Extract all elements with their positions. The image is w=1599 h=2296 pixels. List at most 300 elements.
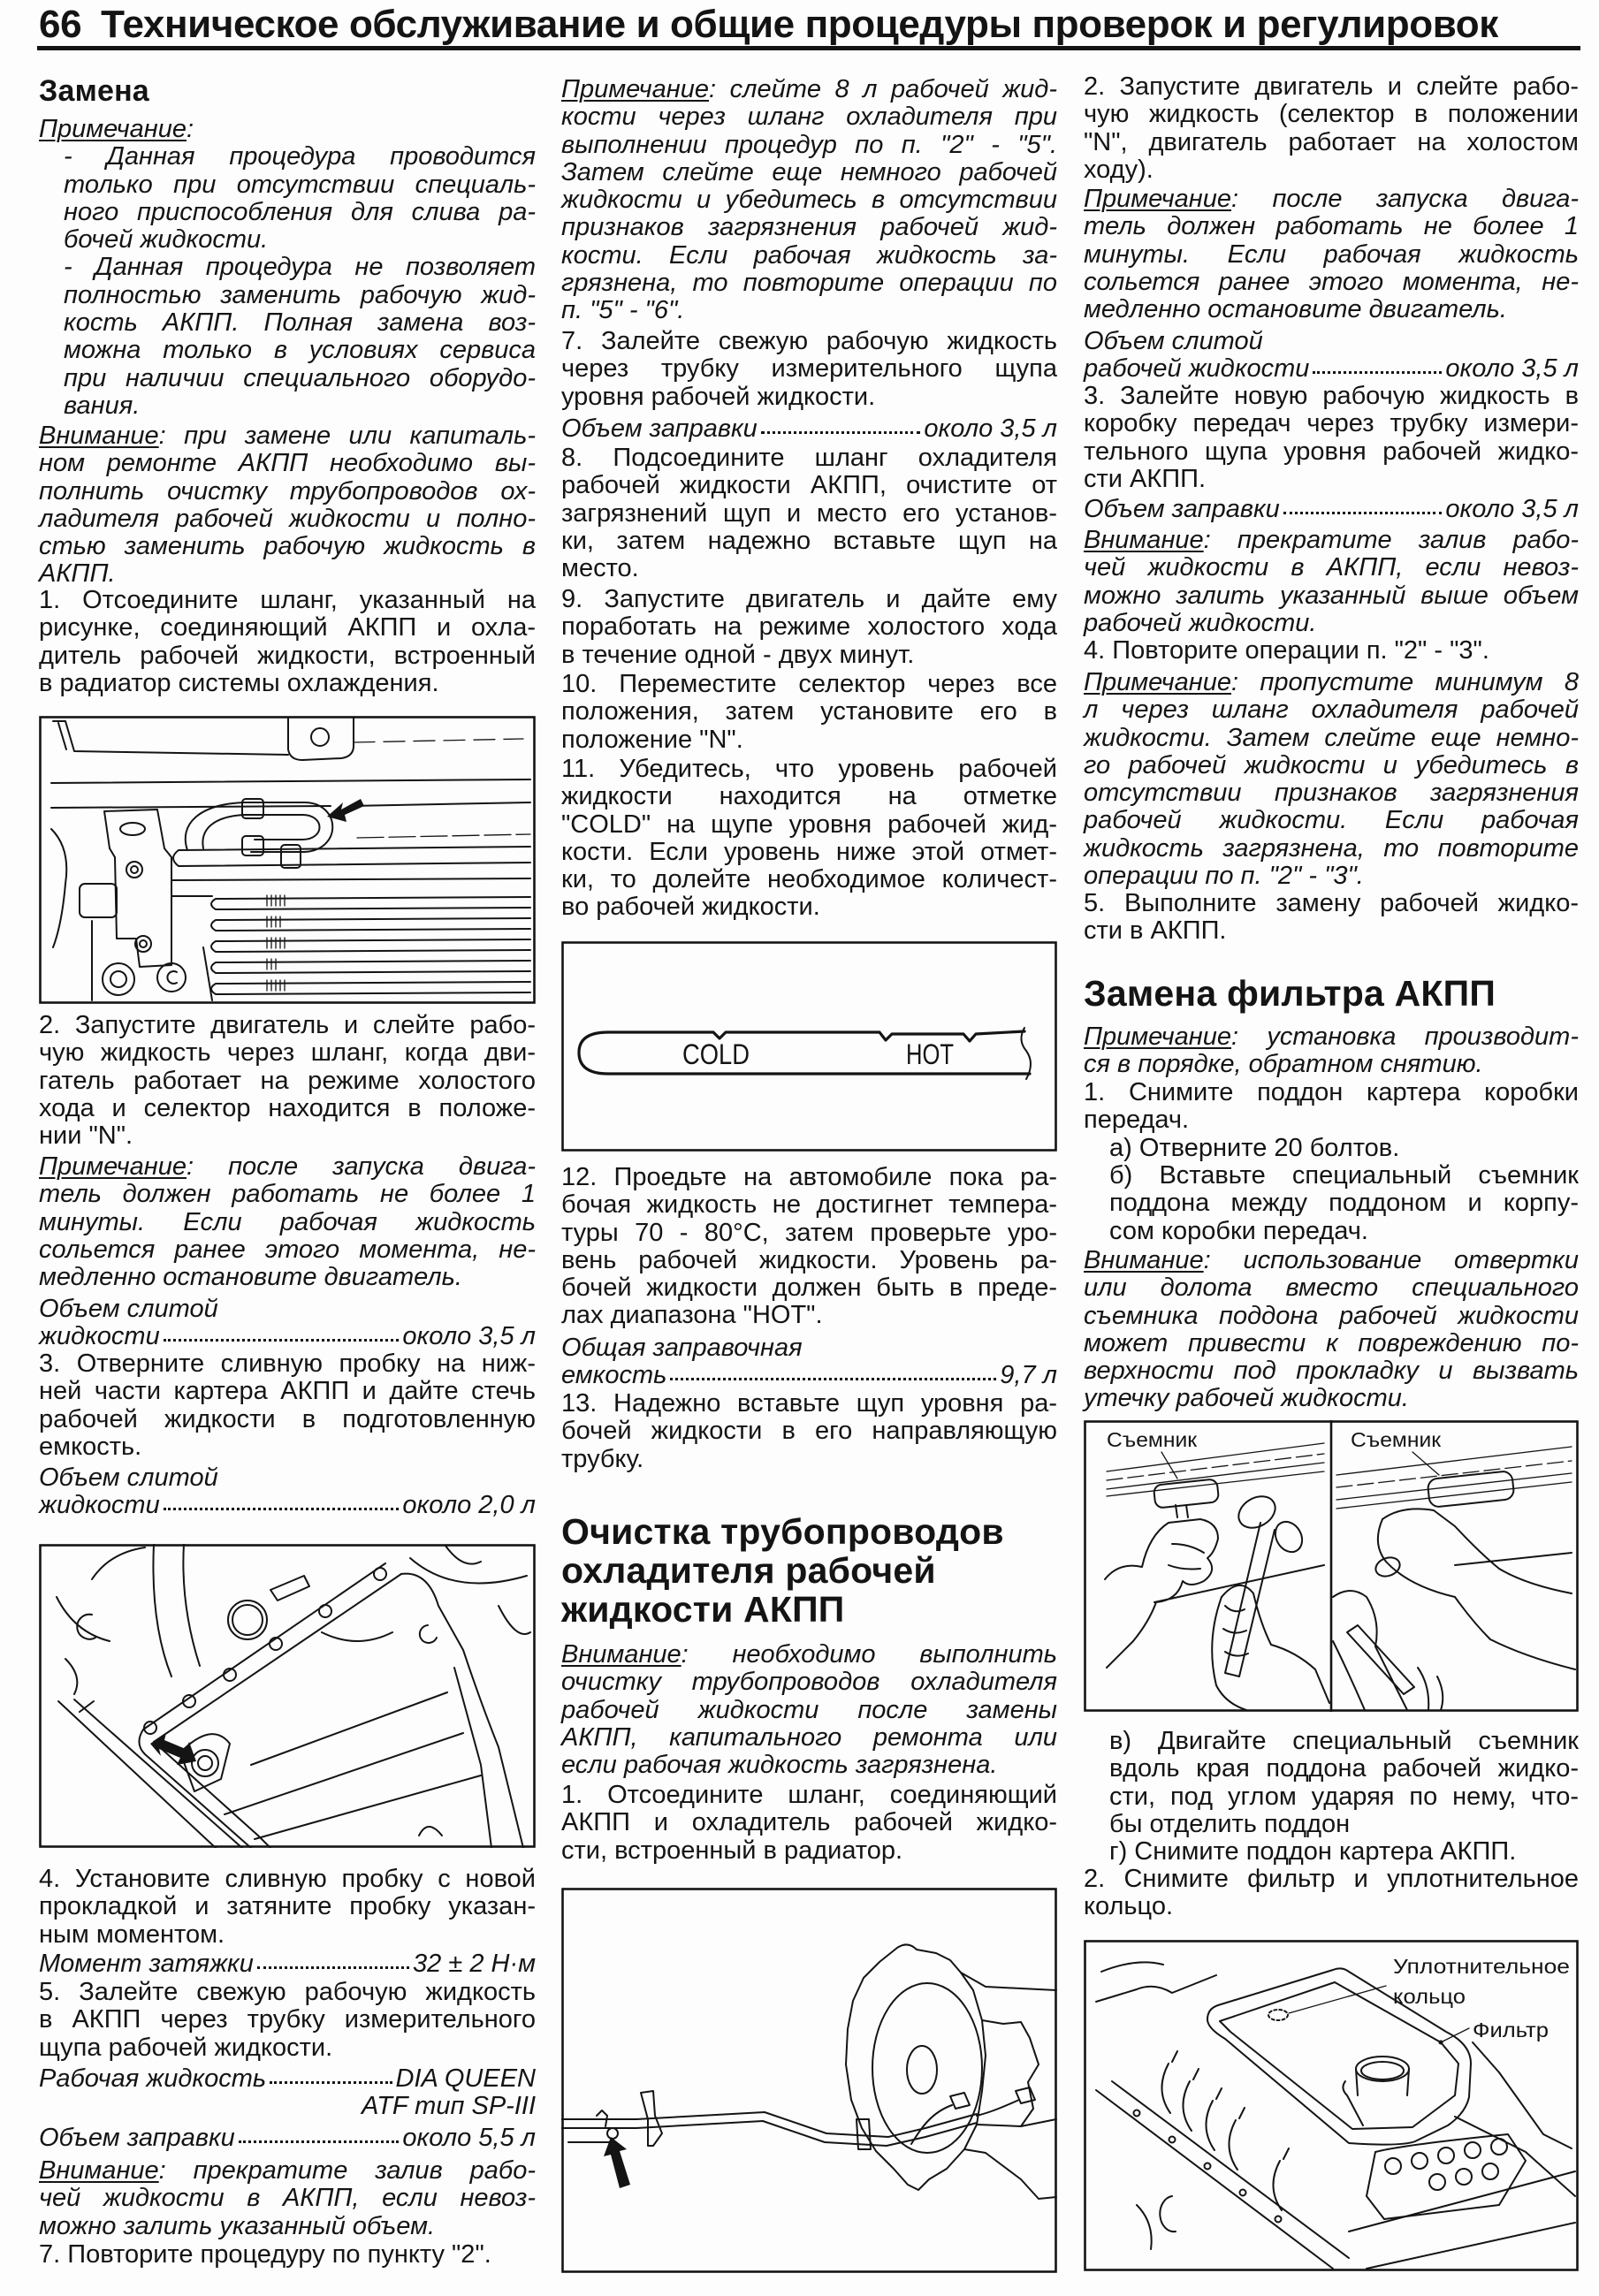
- text-line: поддона между поддоном и корпу-: [1109, 1189, 1579, 1218]
- text-line: 3. Отверните сливную пробку на ниж-: [39, 1349, 536, 1378]
- note-label: Примечание: [561, 75, 710, 103]
- spec-row: [1084, 496, 1579, 523]
- dot-leader: [761, 431, 921, 434]
- hammer-handle: [1225, 1523, 1275, 1676]
- text-line: рабочей жидкости АКПП, очистите от: [561, 471, 1057, 500]
- note-label-line: [1084, 1247, 1579, 1274]
- dot-leader: [270, 2081, 392, 2084]
- pan-flange: [143, 1563, 401, 1742]
- fan-hub: [103, 963, 134, 995]
- converter-hub: [907, 2046, 937, 2094]
- spec-row: [39, 1323, 536, 1350]
- note-label: Внимание: [39, 422, 159, 450]
- spec-line: [561, 415, 1057, 443]
- step-paragraph: [39, 1866, 536, 1949]
- text-line: Замена: [39, 74, 149, 108]
- text-line: ладителя рабочей жидкости и полно-: [39, 504, 536, 533]
- dot-leader: [1283, 512, 1443, 514]
- text-line: АКПП и охладитель рабочей жидко-: [561, 1808, 1057, 1837]
- note-block: [1084, 186, 1579, 323]
- note-label-line: [1084, 186, 1579, 213]
- dot-leader: [164, 1339, 400, 1342]
- text-line: гатель работает на режиме холостого: [39, 1066, 536, 1095]
- spec-line: [39, 1296, 536, 1351]
- note-block: [1084, 1247, 1579, 1413]
- text-line: 4. Повторите операции п. "2" - "3".: [1084, 636, 1489, 665]
- note-label-line: [1084, 527, 1579, 554]
- text-line: п. "5" - "6".: [561, 296, 685, 325]
- text-line: коробку передач через трубку измери-: [1084, 409, 1579, 438]
- text-line: 1. Отсоедините шланг, соединяющий: [561, 1781, 1057, 1809]
- transmission-case: [964, 2119, 1056, 2199]
- dot-leader: [670, 1378, 996, 1380]
- text-line: "N", двигатель работает на холостом: [1084, 127, 1579, 156]
- text-line: рабочей жидкости после замены: [561, 1695, 1057, 1724]
- text-line: жидкость загрязнена, то повторите: [1084, 833, 1579, 863]
- text-line: щупа рабочей жидкости.: [39, 2033, 333, 2062]
- spec-row: [39, 1492, 536, 1519]
- text-line: л через шланг охладителя рабочей: [1084, 696, 1579, 725]
- spec-name: Объем заправки: [1084, 495, 1280, 523]
- text-line: жидкости и убедитесь в отсутствии: [561, 186, 1057, 215]
- label-leader: [1289, 1986, 1386, 2013]
- step-paragraph: [561, 671, 1057, 754]
- step-paragraph: [39, 1012, 536, 1150]
- note-label: Внимание: [1084, 526, 1204, 554]
- figure-cooler-hose: [39, 716, 536, 1004]
- solenoid-harness: [1161, 2064, 1282, 2210]
- cooler-line: [561, 2112, 977, 2137]
- sub-step: [1109, 1162, 1579, 1245]
- text-run: необходимо выполнить: [732, 1640, 1057, 1669]
- figure-drain-plug: [39, 1544, 536, 1848]
- text-line: 2. Запустите двигатель и слейте рабо-: [39, 1011, 536, 1039]
- valve-body-boss: [1412, 2153, 1428, 2169]
- text-line: вень рабочей жидкости. Уровень ра-: [561, 1245, 1057, 1274]
- spec-name: рабочей жидкости: [1084, 354, 1310, 384]
- spec-label-line: Объем слитой: [39, 1295, 218, 1323]
- pointer-arrow: [604, 2137, 630, 2188]
- text-line: положение "N".: [561, 725, 743, 754]
- step-paragraph: [1084, 73, 1579, 184]
- pan-edge-line: [1107, 1443, 1324, 1496]
- section-heading: [39, 72, 536, 110]
- text-line: ного приспособления для слива ра-: [64, 197, 536, 226]
- text-line: если рабочая жидкость загрязнена.: [561, 1751, 998, 1780]
- radiator-tank-edge: [51, 779, 530, 783]
- step-paragraph: [1084, 890, 1579, 946]
- flange-bolt-hole: [1169, 2137, 1176, 2143]
- note-label: Примечание: [39, 115, 187, 143]
- text-line: сти, встроенный в радиатор.: [561, 1836, 903, 1865]
- spec-name: емкость: [561, 1361, 667, 1390]
- remover-label-right: Съемник: [1351, 1428, 1443, 1451]
- text-line: полнить очистку трубопроводов ох-: [39, 476, 536, 506]
- dot-leader: [1313, 371, 1442, 374]
- flange-bolt-hole: [1205, 2163, 1211, 2170]
- figure-frame: [563, 943, 1056, 1151]
- text-line: жидкости находится на отметке: [561, 782, 1057, 811]
- text-line: выполнении процедур по п. "2" - "5".: [561, 130, 1057, 159]
- text-line: утечку рабочей жидкости.: [1084, 1384, 1409, 1413]
- text-line: минуты. Если рабочая жидкость: [39, 1207, 536, 1236]
- case-outline: [1096, 1962, 1216, 2002]
- pan-edge: [154, 1742, 270, 1848]
- hidden-edge: [354, 739, 523, 742]
- text-run: после запуска двига-: [228, 1152, 536, 1181]
- text-line: в радиатор системы охлаждения.: [39, 668, 439, 697]
- label-colon: :: [1231, 1023, 1239, 1051]
- step-paragraph: [39, 2241, 536, 2269]
- figure-filter: [1084, 1940, 1579, 2271]
- text-line: бы отделить поддон: [1109, 1809, 1351, 1838]
- case-flange: [1096, 2081, 1349, 2269]
- pan-side: [401, 1574, 523, 1848]
- filter-label: Фильтр: [1473, 2019, 1549, 2041]
- text-line: чей жидкости в АКПП, если невоз-: [39, 2184, 536, 2213]
- text-run: при замене или капиталь-: [184, 422, 537, 450]
- spec-line: [561, 1334, 1057, 1390]
- pan-edge-line: [1336, 1447, 1572, 1509]
- text-line: грязнена, то повторите операции по: [561, 269, 1057, 298]
- text-line: 8. Подсоедините шланг охладителя: [561, 444, 1057, 472]
- text-line: 3. Залейте новую рабочую жидкость в: [1084, 382, 1579, 410]
- flange-bolt-hole: [1275, 2216, 1282, 2223]
- fan-hub-center: [110, 971, 126, 987]
- section-heading: [561, 1512, 1057, 1629]
- line-fitting: [950, 2093, 970, 2109]
- clamp-bolt: [126, 862, 142, 878]
- column-left: [39, 0, 536, 2296]
- text-line: 11. Убедитесь, что уровень рабочей: [561, 755, 1057, 783]
- label-colon: :: [1231, 668, 1239, 696]
- dot-leader: [239, 2140, 400, 2143]
- text-line: дитель рабочей жидкости, встроенный: [39, 641, 536, 670]
- text-line: полностью заменить рабочую жид-: [64, 280, 536, 309]
- radiator-fins: [211, 897, 530, 994]
- seal-ring-location: [1268, 2010, 1288, 2020]
- text-line: вдоль края поддона рабочей жидко-: [1109, 1754, 1579, 1783]
- case-detail: [1137, 2196, 1176, 2249]
- text-line: кости через шланг охладителя при: [561, 103, 1057, 132]
- text-run: после запуска двига-: [1272, 185, 1579, 213]
- text-line: кость АКПП. Полная замена воз-: [64, 308, 536, 338]
- text-line: поработать на режиме холостого хода: [561, 612, 1057, 642]
- valve-body-boss: [1429, 2174, 1445, 2190]
- pan-remover-tool: [1428, 1471, 1515, 1508]
- text-line: ходу).: [1084, 155, 1154, 184]
- text-line: через трубку измерительного щупа: [561, 354, 1057, 384]
- drain-plug: [192, 1750, 218, 1776]
- lower-hand: [1333, 1591, 1407, 1710]
- text-line: вания.: [64, 391, 141, 420]
- engine-outline: [51, 829, 66, 947]
- dipstick-illustration: [561, 941, 1057, 1152]
- spec-line: [39, 2065, 536, 2121]
- note-label-line: [39, 116, 536, 143]
- text-line: а) Отверните 20 болтов.: [1109, 1134, 1400, 1162]
- cold-mark-label: COLD: [682, 1038, 750, 1070]
- spec-line: [39, 1950, 536, 1978]
- text-line: емкость.: [39, 1432, 142, 1461]
- flange-bolt-hole: [1134, 2110, 1140, 2117]
- text-run: пропустите минимум 8: [1260, 668, 1579, 696]
- label-colon: :: [158, 422, 166, 450]
- note-label-line: [39, 2157, 536, 2185]
- text-line: 7. Повторите процедуру по пункту "2".: [39, 2240, 491, 2269]
- text-line: бочая жидкость не достигнет темпера-: [561, 1190, 1057, 1220]
- step-paragraph: [1084, 1866, 1579, 1921]
- text-line: прокладкой и затяните пробку указан-: [39, 1892, 536, 1921]
- hose-joint: [607, 2128, 618, 2139]
- note-block: [39, 2157, 536, 2240]
- pan-body-line: [225, 1692, 481, 1839]
- text-line: кости. Если уровень ниже этой отмет-: [561, 837, 1057, 866]
- text-line: чей жидкости в АКПП, если невоз-: [1084, 553, 1579, 582]
- text-line: сольется ранее этого момента, не-: [1084, 267, 1579, 296]
- cooler-hose-inner: [202, 815, 319, 848]
- note-block: [1084, 1023, 1579, 1079]
- engine-outline: [92, 921, 212, 1000]
- text-line: - Данная процедура не позволяет: [64, 253, 536, 282]
- seal-ring-label: Уплотнительное: [1393, 1955, 1570, 1978]
- spec-value: 32 ± 2 Н·м: [413, 1950, 536, 1978]
- text-line: "COLD" на щупе уровня рабочей жид-: [561, 810, 1057, 839]
- text-line: уровня рабочей жидкости.: [561, 382, 876, 411]
- support-rod: [171, 878, 530, 896]
- spec-name: Объем заправки: [39, 2124, 235, 2152]
- step-paragraph: [1084, 383, 1579, 493]
- pan-drain-detail: [419, 1827, 442, 1836]
- text-line: положения, затем установите его в: [561, 697, 1057, 726]
- spec-line: [1084, 496, 1579, 523]
- step-paragraph: [561, 756, 1057, 922]
- text-line: медленно остановите двигатель.: [1084, 295, 1507, 324]
- text-line: Затем слейте еще немного рабочей: [561, 157, 1057, 186]
- step-paragraph: [39, 587, 536, 697]
- text-line: бочей жидкости в его направляющую: [561, 1417, 1057, 1446]
- note-label-line: [1084, 669, 1579, 696]
- hammer-face: [1270, 1517, 1307, 1556]
- text-line: 4. Установите сливную пробку с новой: [39, 1865, 536, 1893]
- label-colon: :: [187, 115, 194, 143]
- text-line: тель должен работать не более 1: [1084, 212, 1579, 241]
- engine-outline: [410, 1546, 530, 1634]
- text-line: - Данная процедура проводится: [64, 142, 536, 171]
- text-line: можна только в условиях сервиса: [64, 336, 536, 365]
- text-line: 9. Запустите двигатель и дайте ему: [561, 585, 1057, 613]
- transmission-case: [961, 1973, 1056, 1990]
- text-line: Очистка трубопроводов: [561, 1511, 1004, 1552]
- text-line: чую жидкость (селектор в положении: [1084, 100, 1579, 129]
- text-line: сти в АКПП.: [1084, 916, 1227, 946]
- drain-plug-illustration: [39, 1544, 536, 1848]
- remover-label-left: Съемник: [1107, 1428, 1199, 1451]
- page-number: 66: [39, 3, 82, 46]
- spec-value: около 3,5 л: [924, 414, 1057, 443]
- pan-edge-line: [1455, 1553, 1572, 1565]
- spec-row: [39, 2125, 536, 2152]
- note-label-line: [561, 76, 1057, 103]
- text-line: съемника поддона рабочей жидкости: [1084, 1301, 1579, 1330]
- text-line: в АКПП через трубку измерительного: [39, 2005, 536, 2034]
- pan-bolt: [319, 1605, 331, 1617]
- valve-body-boss: [1385, 2158, 1401, 2174]
- step-paragraph: [39, 1979, 536, 2062]
- label-colon: :: [1203, 1246, 1211, 1274]
- spec-row: [1084, 355, 1579, 383]
- text-line: передач.: [1084, 1106, 1190, 1135]
- step-paragraph: [561, 445, 1057, 582]
- note-block: [39, 1153, 536, 1291]
- flange-bolt-hole: [1240, 2190, 1246, 2196]
- text-line: ся в порядке, обратном снятию.: [1084, 1050, 1483, 1079]
- sub-step: [1109, 1728, 1579, 1838]
- text-line: отсутствии признаков загрязнения: [1084, 779, 1579, 808]
- figure-frame: [1085, 1942, 1578, 2270]
- spec-label-line: Объем слитой: [39, 1464, 218, 1492]
- step-paragraph: [1084, 1079, 1579, 1135]
- text-line: рабочей жидкости. Если рабочая: [1084, 806, 1579, 835]
- text-line: 13. Надежно вставьте щуп уровня ра-: [561, 1389, 1057, 1418]
- valve-body-boss: [1465, 2142, 1481, 2158]
- note-label: Внимание: [39, 2156, 159, 2185]
- finger-lines: [1169, 1544, 1204, 1570]
- mounting-bracket: [288, 718, 354, 760]
- text-line: медленно остановите двигатель.: [39, 1263, 462, 1292]
- dipstick-tube: [153, 1544, 200, 1676]
- sub-step: [1109, 1838, 1579, 1866]
- text-line: может привести к повреждению по-: [1084, 1328, 1579, 1357]
- text-line: рабочей жидкости.: [1084, 608, 1317, 637]
- clamp-bolt-center: [131, 866, 138, 873]
- label-colon: :: [158, 2156, 166, 2185]
- note-block: [561, 1641, 1057, 1779]
- text-line: ки, то долейте необходимое количест-: [561, 865, 1057, 894]
- text-line: АКПП, капитального ремонта или: [561, 1722, 1057, 1752]
- note-label: Примечание: [1084, 185, 1232, 213]
- cooler-hose-outer: [186, 802, 332, 852]
- text-line: рисунке, соединяющий АКПП и охла-: [39, 613, 536, 642]
- text-line: в течение одной - двух минут.: [561, 640, 915, 669]
- spec-value: около 5,5 л: [402, 2124, 536, 2152]
- valve-body-boss: [1456, 2169, 1472, 2185]
- text-line: 5. Залейте свежую рабочую жидкость: [39, 1978, 536, 2006]
- hot-mark-label: HOT: [906, 1038, 954, 1070]
- housing-edge-inner: [58, 723, 66, 749]
- spec-row: [39, 2065, 536, 2093]
- text-line: ном ремонте АКПП необходимо вы-: [39, 449, 536, 478]
- text-line: бочей жидкости.: [64, 225, 269, 255]
- pan-remover-illustration: [1084, 1420, 1579, 1712]
- text-line: кости. Если рабочая жидкость за-: [561, 240, 1057, 270]
- transmission-case: [977, 2020, 1039, 2126]
- left-hand: [1105, 1519, 1218, 1668]
- spec-value: около 3,5 л: [402, 1322, 536, 1351]
- case-outline: [1349, 2042, 1575, 2269]
- filter-outlet-inner: [1361, 2062, 1404, 2079]
- text-line: АКПП.: [39, 559, 116, 589]
- text-line: 1. Снимите поддон картера коробки: [1084, 1078, 1579, 1106]
- text-line: 2. Снимите фильтр и уплотнительное: [1084, 1865, 1579, 1893]
- spec-label-line: Объем слитой: [1084, 327, 1263, 355]
- spec-row: [561, 415, 1057, 443]
- note-label: Примечание: [1084, 1023, 1232, 1051]
- filter-outlet: [1356, 2057, 1409, 2081]
- text-line: лах диапазона "HOT".: [561, 1301, 823, 1330]
- text-line: стью заменить рабочую жидкость в: [39, 532, 536, 561]
- oil-filter-ring: [232, 1605, 263, 1635]
- figure-frame: [41, 1546, 535, 1847]
- note-label-line: [39, 1153, 536, 1181]
- text-line: г) Снимите поддон картера АКПП.: [1109, 1837, 1517, 1866]
- housing-edge: [53, 721, 288, 755]
- cooler-tube: [173, 847, 530, 866]
- chapter-title: Техническое обслуживание и общие процедуры проверок и регулировок: [101, 3, 1498, 46]
- dot-leader: [164, 1508, 400, 1510]
- text-line: го рабочей жидкости и убедитесь в: [1084, 750, 1579, 779]
- text-line: кольцо.: [1084, 1892, 1174, 1921]
- note-label-line: [1084, 1023, 1579, 1051]
- text-run: прекратите залив рабо-: [1237, 526, 1579, 554]
- text-line: рабочей жидкости в подготовленную: [39, 1404, 536, 1433]
- text-line: очистку трубопроводов охладителя: [561, 1668, 1057, 1697]
- spec-value-continued: ATF тип SP-III: [362, 2092, 536, 2121]
- radiator-core-edge: [357, 834, 530, 838]
- text-line: или долота вместо специального: [1084, 1273, 1579, 1303]
- bracket-bolt-hole: [311, 728, 329, 746]
- text-line: минуты. Если рабочая жидкость: [1084, 239, 1579, 269]
- label-colon: :: [681, 1640, 689, 1669]
- note-label: Примечание: [39, 1152, 187, 1181]
- text-run: слейте 8 л рабочей жид-: [729, 75, 1057, 103]
- upper-hand: [1378, 1519, 1575, 1669]
- valve-body-boss: [1482, 2163, 1498, 2179]
- text-line: сти, под углом ударяя по нему, что-: [1109, 1782, 1579, 1811]
- oil-filter: [228, 1600, 267, 1639]
- cooler-hose-illustration: [39, 716, 536, 1004]
- text-line: хода и селектор находится в положе-: [39, 1093, 536, 1122]
- text-line: ки, затем надежно вставьте щуп на: [561, 526, 1057, 555]
- note-block: [39, 422, 536, 589]
- step-paragraph: [561, 586, 1057, 669]
- figure-cooler-lines: [561, 1888, 1057, 2273]
- label-leader: [1161, 1452, 1177, 1479]
- leader-dot: [1439, 2041, 1443, 2045]
- spec-value: DIA QUEEN: [395, 2064, 536, 2093]
- label-colon: :: [709, 75, 717, 103]
- text-run: установка производит-: [1267, 1023, 1579, 1051]
- text-line: сом коробки передач.: [1109, 1216, 1368, 1245]
- text-line: можно залить указанный выше объем: [1084, 581, 1579, 610]
- text-line: 7. Залейте свежую рабочую жидкость: [561, 327, 1057, 355]
- mounting-clamp: [104, 810, 171, 967]
- text-line: бочей жидкости должен быть в преде-: [561, 1273, 1057, 1303]
- step-paragraph: [561, 1164, 1057, 1330]
- spec-label-line: Общая заправочная: [561, 1334, 803, 1362]
- pulley: [157, 963, 186, 992]
- note-label: Внимание: [561, 1640, 681, 1669]
- spec-value: 9,7 л: [1000, 1361, 1057, 1390]
- pan-side: [454, 1668, 491, 1848]
- text-line: признаков загрязнения рабочей жид-: [561, 213, 1057, 242]
- note-block: [39, 116, 536, 420]
- engine-outline: [57, 1547, 145, 1694]
- text-line: ней части картера АКПП и дайте стечь: [39, 1377, 536, 1406]
- text-line: загрязнений щуп и место его установ-: [561, 498, 1057, 528]
- label-colon: :: [1203, 526, 1211, 554]
- drain-plug-center: [198, 1756, 212, 1770]
